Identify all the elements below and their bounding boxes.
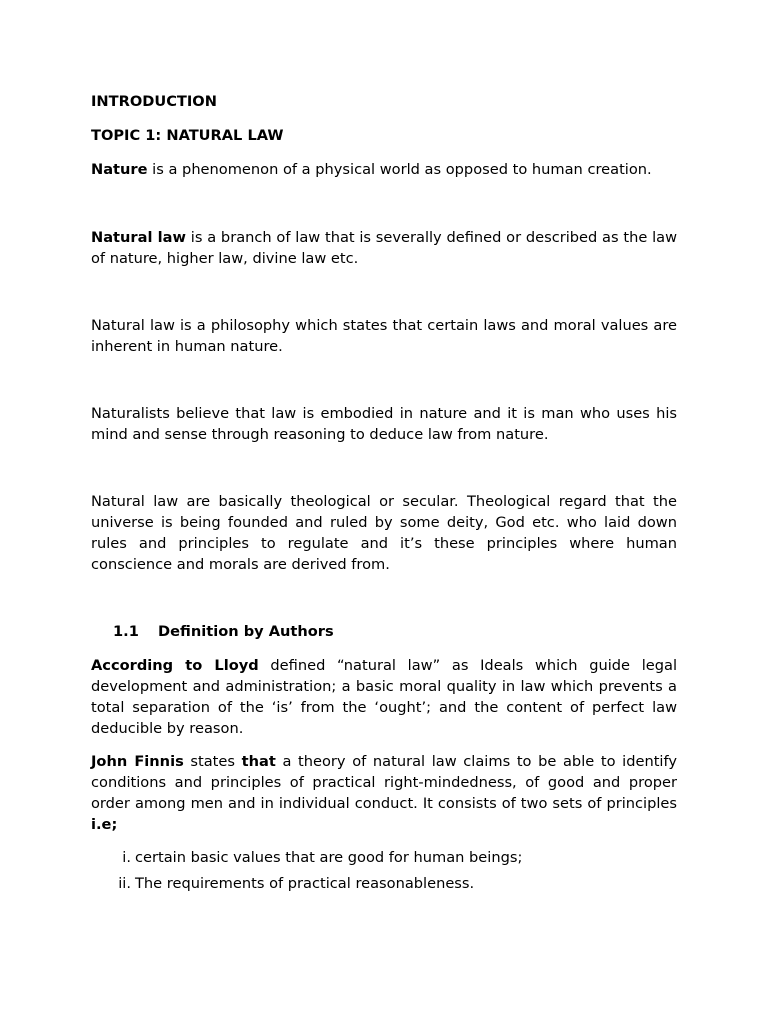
paragraph-natural-law: Natural law is a branch of law that is severally defined or described as the law of nature, higher law, divine law etc. xyxy=(91,229,678,267)
section-number: 1.1 xyxy=(113,623,139,640)
list-item xyxy=(91,873,677,894)
section-title: Definition by Authors xyxy=(158,623,334,640)
paragraph-naturalists: Naturalists believe that law is embodied in nature and it is man who uses his mind and sense through reasoning to deduce law from nature. xyxy=(91,405,677,443)
intro-heading: INTRODUCTION xyxy=(91,93,217,110)
paragraph-nature: Nature is a phenomenon of a physical world as opposed to human creation. xyxy=(91,161,652,178)
paragraph-finnis: John Finnis states that a theory of natural law claims to be able to identify conditions and principles of practical right-mindedness, of good and proper order among men and in individual conduct. It consists of two sets of principles i.e; xyxy=(91,753,677,833)
section-heading xyxy=(113,621,673,642)
list-item-text: certain basic values that are good for human beings; xyxy=(135,849,523,866)
topic-heading: TOPIC 1: NATURAL LAW xyxy=(91,127,284,144)
paragraph-philosophy: Natural law is a philosophy which states that certain laws and moral values are inherent in human nature. xyxy=(91,317,677,355)
list-item-text: The requirements of practical reasonableness. xyxy=(135,875,475,892)
list-marker: i. xyxy=(122,849,131,866)
list-item xyxy=(91,847,677,868)
paragraph-theological: Natural law are basically theological or secular. Theological regard that the universe is being founded and ruled by some deity, God etc. who laid down rules and principles to regulate and it’s these principles where human conscience and morals are derived from. xyxy=(91,493,677,573)
list-marker: ii. xyxy=(118,875,131,892)
paragraph-lloyd: According to Lloyd defined “natural law” as Ideals which guide legal development and administration; a basic moral quality in law which prevents a total separation of the ‘is’ from the ‘ought’; and the content of perfect law deducible by reason. xyxy=(91,657,678,737)
